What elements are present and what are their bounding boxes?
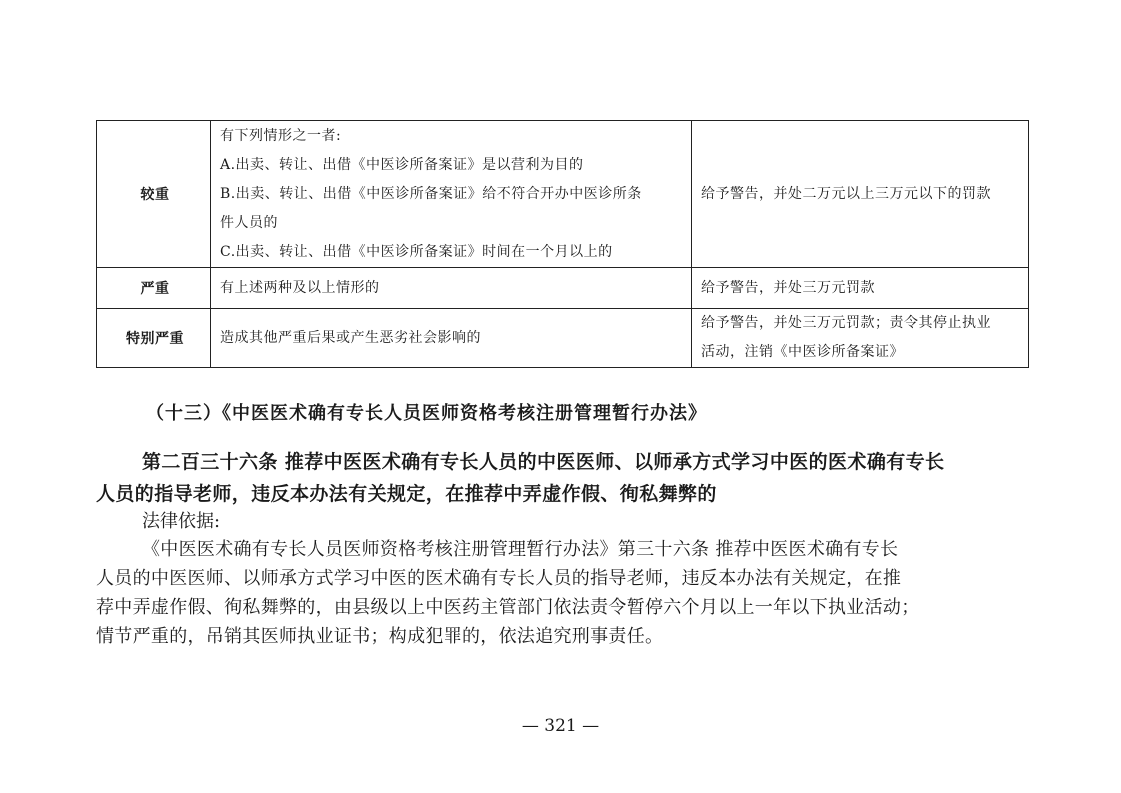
condition-cell [211,121,692,268]
legal-basis-line: 情节严重的，吊销其医师执业证书；构成犯罪的，依法追究刑事责任。 [96,626,664,647]
article-line: 第二百三十六条 推荐中医医术确有专长人员的中医医师、以师承方式学习中医的医术确有专长 [142,451,945,473]
condition-line: C.出卖、转让、出借《中医诊所备案证》时间在一个月以上的 [220,243,613,260]
condition-line: B.出卖、转让、出借《中医诊所备案证》给不符合开办中医诊所条 [220,185,642,202]
article-line: 人员的指导老师，违反本办法有关规定，在推荐中弄虚作假、徇私舞弊的 [96,483,717,505]
table-row [97,121,1029,268]
penalty-line: 给予警告，并处三万元罚款 [701,279,875,296]
legal-basis-line: 《中医医术确有专长人员医师资格考核注册管理暂行办法》第三十六条 推荐中医医术确有专长 [142,539,899,560]
penalty-cell [692,309,1029,368]
page-number: — 321 — [521,716,600,736]
table-row [97,268,1029,309]
table-row [97,309,1029,368]
legal-basis-line: 人员的中医医师、以师承方式学习中医的医术确有专长人员的指导老师，违反本办法有关规定，在推 [96,568,902,589]
severity-level-cell: 特别严重 [97,309,211,368]
legal-basis-line: 荐中弄虚作假、徇私舞弊的，由县级以上中医药主管部门依法责令暂停六个月以上一年以下执业活动； [96,597,920,618]
condition-line: 有上述两种及以上情形的 [220,279,380,296]
section-title: （十三）《中医医术确有专长人员医师资格考核注册管理暂行办法》 [146,403,707,424]
condition-line: 有下列情形之一者: [220,127,342,144]
penalty-line: 活动，注销《中医诊所备案证》 [701,344,904,360]
condition-cell [211,309,692,368]
penalty-table [96,120,1029,368]
legal-basis-label: 法律依据: [142,511,221,532]
penalty-line: 给予警告，并处二万元以上三万元以下的罚款 [701,185,991,202]
condition-line: A.出卖、转让、出借《中医诊所备案证》是以营利为目的 [220,156,584,173]
article-heading [96,446,1028,510]
penalty-line: 给予警告，并处三万元罚款；责令其停止执业 [701,315,991,331]
condition-cell [211,268,692,309]
condition-line: 造成其他严重后果或产生恶劣社会影响的 [220,329,481,346]
severity-level-cell: 严重 [97,268,211,309]
legal-basis-text [96,535,1028,651]
penalty-cell [692,268,1029,309]
condition-line: 件人员的 [220,214,278,231]
severity-level-cell: 较重 [97,121,211,268]
penalty-cell [692,121,1029,268]
